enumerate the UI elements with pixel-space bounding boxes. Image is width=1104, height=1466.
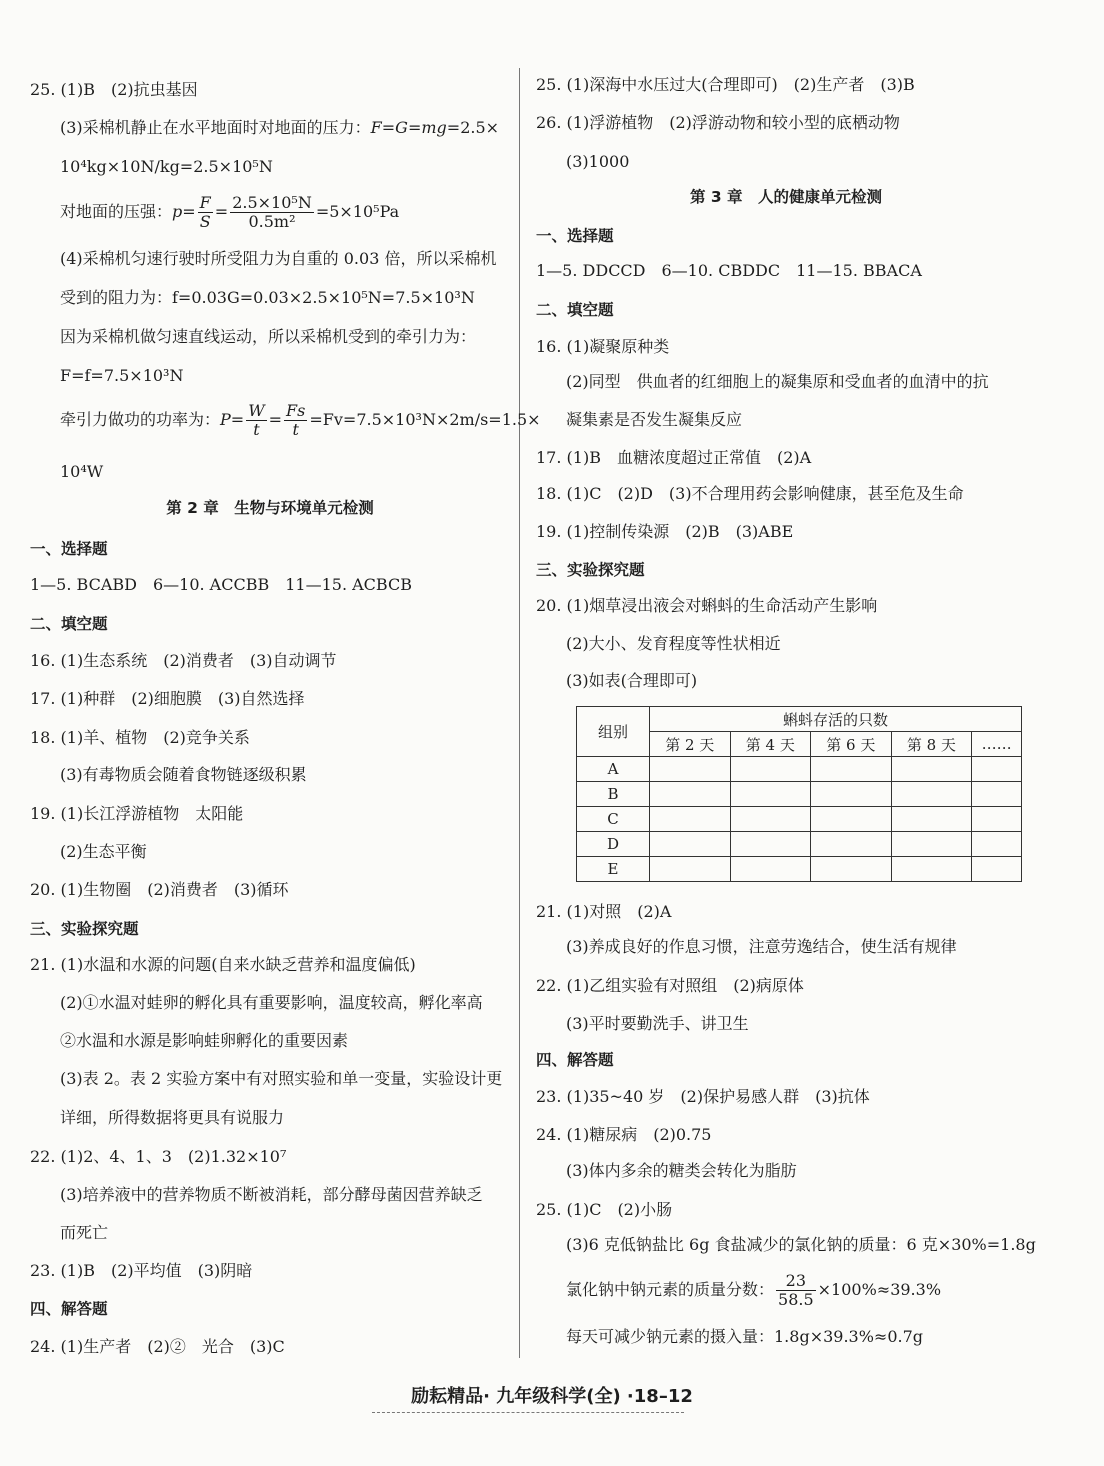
- table-row: [577, 857, 1022, 882]
- table-cell: [650, 782, 731, 807]
- table-cell: [811, 857, 892, 882]
- chapter-title: 第 2 章 生物与环境单元检测: [166, 499, 374, 517]
- answer-line: (3)有毒物质会随着食物链逐级积累: [60, 765, 307, 784]
- table-cell: [811, 807, 892, 832]
- answer-line: (3)体内多余的糖类会转化为脂肪: [566, 1161, 797, 1180]
- table-cell: [891, 832, 972, 857]
- power-formula: 牵引力做功的功率为：P= $\frac{W}{t}$ = $\frac{Fs}{t}$ =Fv=7.5×10³N×2m/s=1.5×: [60, 401, 541, 439]
- table-cell: [972, 757, 1022, 782]
- table-cell: [891, 807, 972, 832]
- answer-line: 凝集素是否发生凝集反应: [566, 410, 743, 429]
- section-heading: 一、选择题: [536, 227, 614, 245]
- table-day-header: 第 2 天: [650, 732, 731, 757]
- answer-line: 受到的阻力为：f=0.03G=0.03×2.5×10⁵N=7.5×10³N: [60, 288, 475, 307]
- answer-line: 24. (1)糖尿病 (2)0.75: [536, 1125, 712, 1144]
- answer-line: 25. (1)C (2)小肠: [536, 1200, 673, 1219]
- answer-line: (4)采棉机匀速行驶时所受阻力为自重的 0.03 倍，所以采棉机: [60, 249, 497, 268]
- table-group-label: E: [577, 857, 650, 882]
- table-cell: [972, 857, 1022, 882]
- table-row: [577, 757, 1022, 782]
- answer-line: 22. (1)2、4、1、3 (2)1.32×10⁷: [30, 1147, 287, 1166]
- table-row: [577, 782, 1022, 807]
- table-row: [577, 807, 1022, 832]
- column-divider: [519, 68, 520, 1358]
- table-cell: [972, 782, 1022, 807]
- subject-label: · 九年级科学(全) ·: [483, 1386, 634, 1407]
- answer-line: 10⁴W: [60, 462, 104, 481]
- section-heading: 二、填空题: [536, 301, 614, 319]
- table-cell: [650, 832, 731, 857]
- table-header-group: 组别: [577, 707, 650, 757]
- table-header-count: 蝌蚪存活的只数: [650, 707, 1022, 732]
- brand-name: 励耘精品: [411, 1386, 484, 1407]
- answer-line: 20. (1)生物圈 (2)消费者 (3)循环: [30, 880, 289, 899]
- table-cell: [650, 807, 731, 832]
- answer-line: 25. (1)深海中水压过大(合理即可) (2)生产者 (3)B: [536, 75, 915, 94]
- answer-line: 26. (1)浮游植物 (2)浮游动物和较小型的底栖动物: [536, 113, 900, 132]
- answer-line: 20. (1)烟草浸出液会对蝌蚪的生命活动产生影响: [536, 596, 878, 615]
- answer-line: (3)如表(合理即可): [566, 671, 698, 690]
- table-day-header: ……: [972, 732, 1022, 757]
- answer-line: 18. (1)羊、植物 (2)竞争关系: [30, 728, 250, 747]
- answer-line: 16. (1)凝聚原种类: [536, 337, 670, 356]
- answer-line: (3)6 克低钠盐比 6g 食盐减少的氯化钠的质量：6 克×30%=1.8g: [566, 1235, 1036, 1254]
- answer-line: (3)培养液中的营养物质不断被消耗，部分酵母菌因营养缺乏: [60, 1185, 483, 1204]
- answer-line: 19. (1)长江浮游植物 太阳能: [30, 804, 244, 823]
- answer-line: (3)养成良好的作息习惯，注意劳逸结合，使生活有规律: [566, 937, 957, 956]
- answer-line: (3)1000: [566, 152, 630, 171]
- page-footer: [0, 1382, 1104, 1408]
- footer-dashed-rule: [372, 1412, 684, 1413]
- table-group-label: A: [577, 757, 650, 782]
- section-heading: 四、解答题: [536, 1051, 614, 1069]
- table-cell: [811, 757, 892, 782]
- table-cell: [811, 782, 892, 807]
- table-cell: [891, 757, 972, 782]
- table-cell: [730, 807, 811, 832]
- table-cell: [972, 832, 1022, 857]
- table-cell: [650, 757, 731, 782]
- table-row: [577, 832, 1022, 857]
- answer-line: (2)生态平衡: [60, 842, 147, 861]
- answer-line: (2)①水温对蛙卵的孵化具有重要影响，温度较高，孵化率高: [60, 993, 483, 1012]
- answer-line: 22. (1)乙组实验有对照组 (2)病原体: [536, 976, 804, 995]
- sodium-fraction-formula: 氯化钠中钠元素的质量分数： $\frac{23}{58.5}$ ×100%≈39.3%: [566, 1271, 942, 1309]
- table-cell: [891, 782, 972, 807]
- answer-line: (2)大小、发育程度等性状相近: [566, 634, 781, 653]
- table-group-label: C: [577, 807, 650, 832]
- table-cell: [730, 832, 811, 857]
- answer-line: 详细，所得数据将更具有说服力: [60, 1108, 285, 1127]
- answer-line: 1—5. BCABD 6—10. ACCBB 11—15. ACBCB: [30, 575, 412, 594]
- page-number: 18–12: [633, 1386, 693, 1407]
- answer-line: F=f=7.5×10³N: [60, 366, 184, 385]
- table-cell: [811, 832, 892, 857]
- answer-line: 25. (1)B (2)抗虫基因: [30, 80, 198, 99]
- answer-line: 因为采棉机做匀速直线运动，所以采棉机受到的牵引力为：: [60, 327, 477, 346]
- section-heading: 一、选择题: [30, 540, 108, 558]
- chapter-title: 第 3 章 人的健康单元检测: [689, 188, 883, 206]
- answer-line: 16. (1)生态系统 (2)消费者 (3)自动调节: [30, 651, 337, 670]
- table-group-label: B: [577, 782, 650, 807]
- table-day-header: 第 4 天: [730, 732, 811, 757]
- pressure-formula: 对地面的压强：p= $\frac{F}{S}$ = $\frac{\text{2.5×10⁵N}}{\text{0.5m²}}$ =5×10⁵Pa: [60, 193, 400, 231]
- table-cell: [891, 857, 972, 882]
- section-heading: 三、实验探究题: [30, 920, 139, 938]
- answer-line: 24. (1)生产者 (2)② 光合 (3)C: [30, 1337, 285, 1356]
- section-heading: 四、解答题: [30, 1300, 108, 1318]
- table-day-header: 第 6 天: [811, 732, 892, 757]
- table-cell: [650, 857, 731, 882]
- answer-line: 17. (1)B 血糖浓度超过正常值 (2)A: [536, 448, 812, 467]
- answer-line: 23. (1)35~40 岁 (2)保护易感人群 (3)抗体: [536, 1087, 870, 1106]
- answer-line: (3)表 2。表 2 实验方案中有对照实验和单一变量，实验设计更: [60, 1069, 503, 1088]
- answer-line: 21. (1)水温和水源的问题(自来水缺乏营养和温度偏低): [30, 955, 416, 974]
- answer-line: (2)同型 供血者的红细胞上的凝集原和受血者的血清中的抗: [566, 372, 989, 391]
- tadpole-survival-table: [576, 706, 1022, 882]
- answer-line: 23. (1)B (2)平均值 (3)阴暗: [30, 1261, 253, 1280]
- answer-line: (3)平时要勤洗手、讲卫生: [566, 1014, 749, 1033]
- answer-line: 17. (1)种群 (2)细胞膜 (3)自然选择: [30, 689, 305, 708]
- table-cell: [730, 782, 811, 807]
- answer-line: 10⁴kg×10N/kg=2.5×10⁵N: [60, 157, 273, 176]
- section-heading: 二、填空题: [30, 615, 108, 633]
- answer-line: 而死亡: [60, 1223, 109, 1242]
- answer-line: 每天可减少钠元素的摄入量：1.8g×39.3%≈0.7g: [566, 1327, 924, 1346]
- table-group-label: D: [577, 832, 650, 857]
- answer-line: 1—5. DDCCD 6—10. CBDDC 11—15. BBACA: [536, 261, 922, 280]
- answer-line: 21. (1)对照 (2)A: [536, 902, 672, 921]
- section-heading: 三、实验探究题: [536, 561, 645, 579]
- table-cell: [730, 757, 811, 782]
- table-day-header: 第 8 天: [891, 732, 972, 757]
- table-cell: [972, 807, 1022, 832]
- answer-line: 18. (1)C (2)D (3)不合理用药会影响健康，甚至危及生命: [536, 484, 964, 503]
- answer-line: ②水温和水源是影响蛙卵孵化的重要因素: [60, 1031, 349, 1050]
- answer-line: (3)采棉机静止在水平地面时对地面的压力：F=G=mg=2.5×: [60, 118, 500, 137]
- table-cell: [730, 857, 811, 882]
- answer-line: 19. (1)控制传染源 (2)B (3)ABE: [536, 522, 794, 541]
